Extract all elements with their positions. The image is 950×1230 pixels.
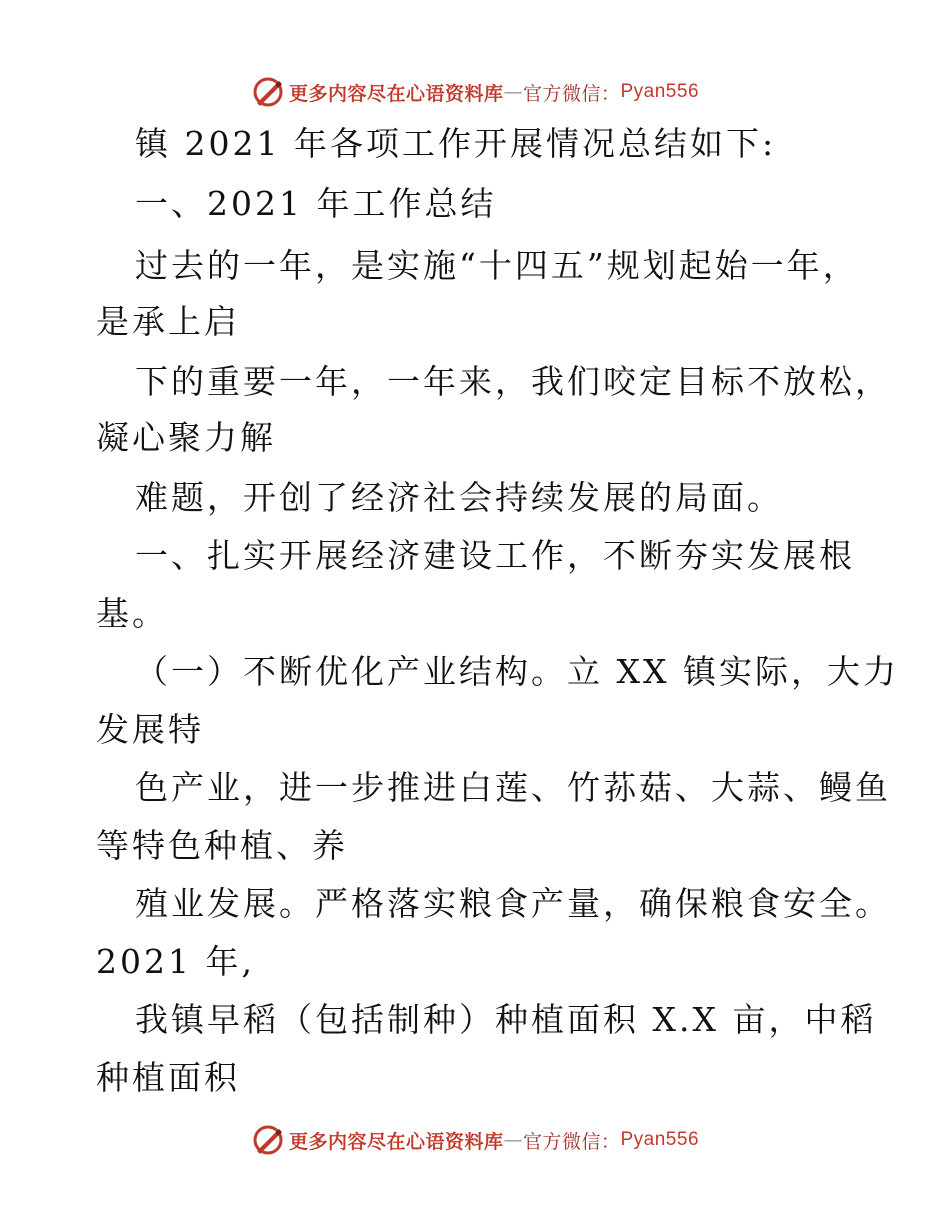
- banner-wechat-id: Pyan556: [620, 1129, 700, 1150]
- paragraph-line: 镇 2021 年各项工作开展情况总结如下:: [135, 124, 777, 163]
- paragraph-line: 过去的一年，是实施“十四五”规划起始一年，: [135, 246, 859, 285]
- banner-separator: —: [503, 1129, 523, 1151]
- paragraph-line: 凝心聚力解: [96, 418, 276, 457]
- paragraph-line: 2021 年,: [96, 942, 255, 981]
- paragraph-line: 种植面积: [96, 1058, 240, 1097]
- banner-wechat-id: Pyan556: [620, 81, 700, 102]
- pen-logo-icon: [251, 75, 285, 109]
- section-heading: 一、2021 年工作总结: [135, 184, 497, 223]
- section-heading: 一、扎实开展经济建设工作，不断夯实发展根: [135, 536, 855, 575]
- paragraph-line: 殖业发展。严格落实粮食产量，确保粮食安全。: [135, 884, 891, 923]
- paragraph-line: 色产业，进一步推进白莲、竹荪菇、大蒜、鳗鱼: [135, 768, 891, 807]
- banner-separator: —: [503, 81, 523, 103]
- paragraph-line: 是承上启: [96, 302, 240, 341]
- paragraph-line: 下的重要一年，一年来，我们咬定目标不放松，: [135, 362, 891, 401]
- section-heading: 基。: [96, 594, 168, 633]
- paragraph-line: （一）不断优化产业结构。立 XX 镇实际，大力: [135, 652, 899, 691]
- header-banner: [0, 72, 950, 112]
- pen-logo-icon: [251, 1123, 285, 1157]
- paragraph-line: 发展特: [96, 710, 204, 749]
- banner-site-text: 更多内容尽在心语资料库: [288, 1130, 504, 1153]
- banner-wechat-label: 官方微信：: [522, 82, 621, 105]
- footer-banner: [0, 1120, 950, 1160]
- paragraph-line: 等特色种植、养: [96, 826, 348, 865]
- paragraph-line: 难题，开创了经济社会持续发展的局面。: [135, 478, 783, 517]
- banner-site-text: 更多内容尽在心语资料库: [288, 82, 504, 105]
- banner-wechat-label: 官方微信：: [522, 1130, 621, 1153]
- paragraph-line: 我镇早稻（包括制种）种植面积 X.X 亩，中稻: [135, 1000, 877, 1039]
